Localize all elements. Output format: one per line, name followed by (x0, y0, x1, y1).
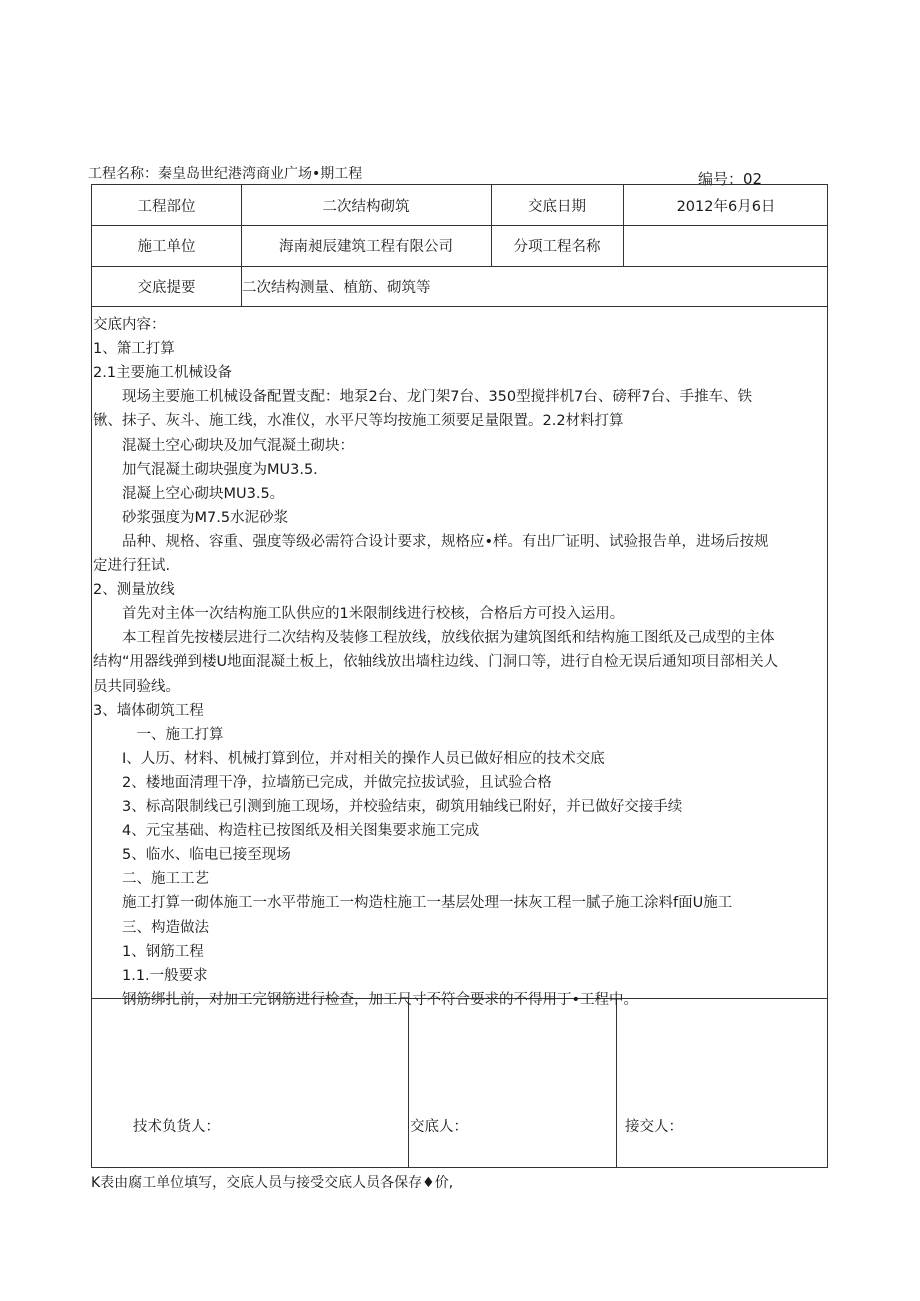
content-line: 锹、抹子、灰斗、施工线，水准仪，水平尺等均按施工须要足量限置。2.2材料打算 (93, 413, 624, 430)
content-line: 现场主要施工机械设备配置支配：地泵2台、龙门架7台、350型搅拌机7台、磅秤7台、手推车、铁 (93, 389, 753, 406)
row-divider (92, 306, 827, 307)
subproject-value (623, 225, 829, 266)
content-line: 混凝上空心砌块MU3.5。 (93, 485, 285, 502)
unit-label: 施工单位 (137, 239, 196, 255)
content-line: 1.1.一般要求 (93, 967, 208, 984)
column-divider (616, 998, 617, 1168)
part-value: 二次结构砌筑 (322, 198, 410, 215)
content-line: 一、施工打算 (93, 726, 224, 743)
document-number: 编号：02 (698, 170, 763, 188)
content-line: 钢筋绑扎前，对加工完钢筋进行检查，加工尺寸不符合要求的不得用丁•工程中。 (93, 991, 639, 1008)
content-line: 4、元宝基础、构造柱已按图纸及相关图集要求施工完成 (93, 823, 480, 840)
content-line: 砂浆强度为M7.5水泥砂浆 (93, 509, 289, 526)
content-line: 3、墙体砌筑工程 (93, 702, 204, 719)
content-line: 二、施工工艺 (93, 871, 209, 888)
unit-value: 海南昶辰建筑工程有限公司 (279, 239, 453, 255)
content-line: I、人历、材料、机械打算到位，并对相关的操作人员已做好相应的技术交底 (93, 750, 605, 767)
content-line: 定进行狂试. (93, 558, 171, 574)
content-line: 5、临水、临电已接至现场 (93, 847, 291, 864)
tech-lead-signature: 技术负货人： (133, 1119, 220, 1135)
receiver-signature: 接交人： (625, 1119, 683, 1135)
footer-note: K表由腐工单位填写，交底人员与接受交底人员各保存♦价, (91, 1175, 454, 1191)
content-line: 混凝土空心砌块及加气混凝土砌块： (93, 437, 354, 454)
content-line: 结构“用器线弹到楼U地面混凝土板上，依轴线放出墙柱边线、门洞口等，进行自检无误后通知项目部相关人 (93, 654, 779, 671)
content-line: 3、标高限制线已引测到施工现场，并校验结束，砌筑用轴线已附好，并已做好交接手续 (93, 799, 683, 815)
content-line: 1、箫工打算 (93, 341, 175, 358)
content-line: 2、楼地面清理干净，拉墙筋已完成，并做完拉拔试验，且试验合格 (93, 774, 552, 791)
content-line: 加气混凝土砌块强度为MU3.5. (93, 461, 318, 478)
summary-value: 二次结构测量、植筋、砌筑等 (242, 279, 431, 296)
content-line: 1、钢筋工程 (93, 943, 204, 960)
part-label: 工程部位 (137, 198, 196, 215)
date-label: 交底日期 (528, 198, 586, 215)
disclosure-form (91, 184, 828, 1168)
content-line: 2.1主要施工机械设备 (93, 365, 233, 382)
summary-label: 交底提要 (137, 279, 196, 296)
subproject-label: 分项工程名称 (513, 239, 601, 255)
content-line: 施工打算一砌体施工一水平带施工一构造柱施工一基层处理一抹灰工程一腻子施工涂料f面U施工 (93, 895, 733, 912)
content-line: 本工程首先按楼层进行二次结构及装修工程放线，放线依据为建筑图纸和结构施工图纸及己成型的主体 (93, 630, 775, 647)
content-line: 三、构造做法 (93, 919, 209, 936)
column-divider (408, 998, 409, 1168)
content-line: 员共同验线。 (93, 678, 180, 695)
content-line: 交底内容： (93, 317, 166, 333)
project-name: 工程名称：秦皇岛世纪港湾商业广场•期工程 (88, 166, 363, 182)
content-line: 2、测量放线 (93, 582, 175, 599)
content-line: 品种、规格、容重、强度等级必需符合设计要求，规格应•样。有出厂证明、试验报告单，进场后按规 (93, 533, 769, 550)
discloser-signature: 交底人： (410, 1119, 468, 1135)
date-value: 2012年6月6日 (676, 198, 776, 215)
content-line: 首先对主体一次结构施工队供应的1米限制线进行校核，合格后方可投入运用。 (93, 606, 625, 623)
